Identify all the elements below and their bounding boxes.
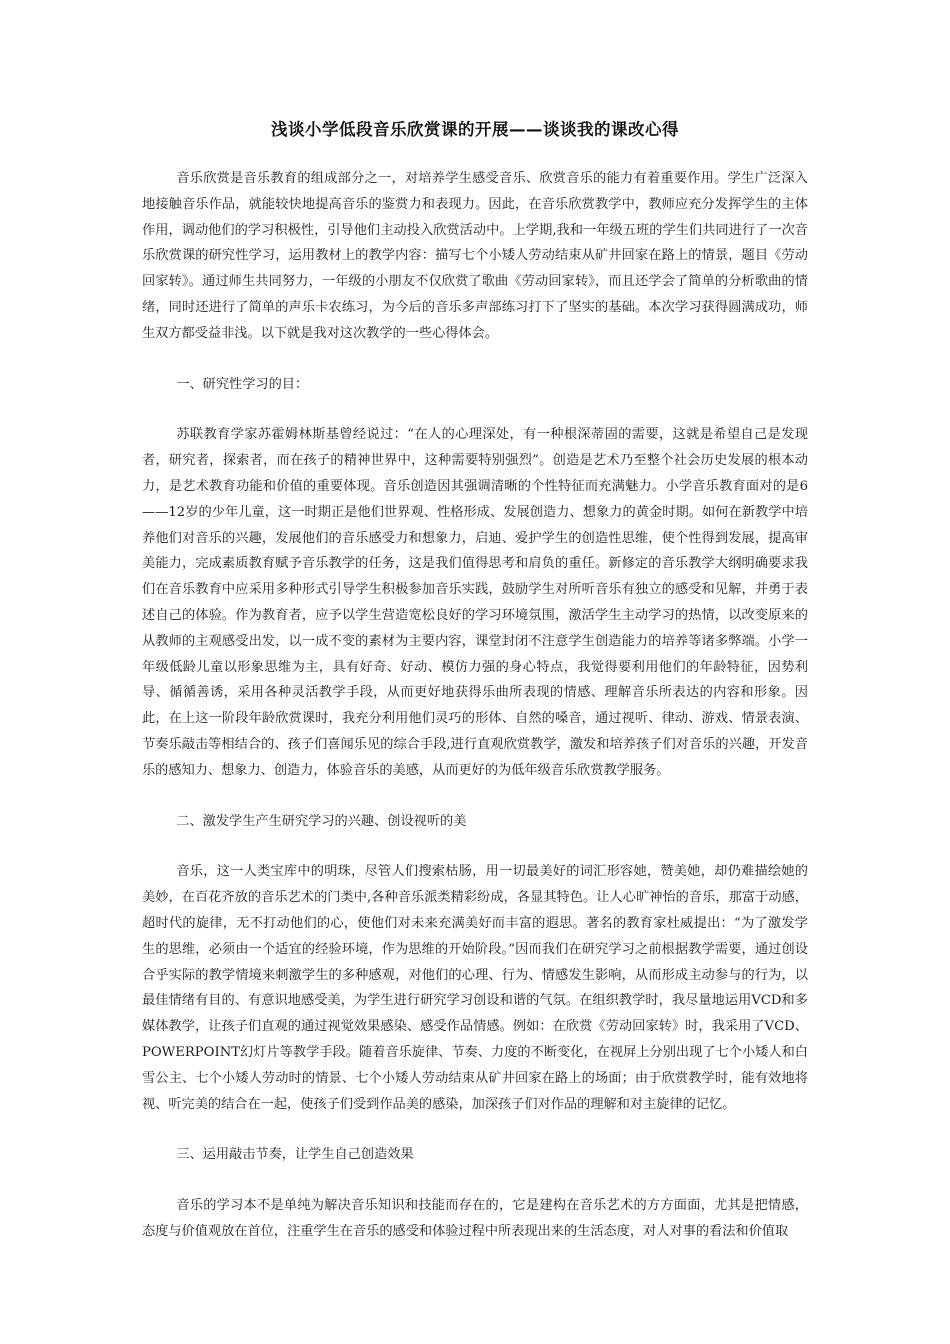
document-page (142, 118, 808, 1245)
section-heading-3: 三、运用敲击节奏，让学生自己创造效果 (176, 1147, 414, 1163)
intro-paragraph: 音乐欣赏是音乐教育的组成部分之一，对培养学生感受音乐、欣赏音乐的能力有着重要作用。学生广泛深入地接触音乐作品，就能较快地提高音乐的鉴赏力和表现力。因此，在音乐欣赏教学中，教师应充分发挥学生的主体作用，调动他们的学习积极性，引导他们主动投入欣赏活动中。上学期,我和一年级五班的学生们共同进行了一次音乐欣赏课的研究性学习，运用教材上的教学内容：描写七个小矮人劳动结束从矿井回家在路上的情景，题目《劳动回家转》。通过师生共同努力，一年级的小朋友不仅欣赏了歌曲《劳动回家转》，而且还学会了简单的分析歌曲的情绪，同时还进行了简单的声乐卡农练习，为今后的音乐多声部练习打下了坚实的基础。本次学习获得圆满成功，师生双方都受益非浅。以下就是我对这次教学的一些心得体会。 (142, 171, 808, 341)
section-1-paragraph: 苏联教育学家苏霍姆林斯基曾经说过：“在人的心理深处，有一种根深蒂固的需要，这就是希望自己是发现者，研究者，探索者，而在孩子的精神世界中，这种需要特别强烈”。创造是艺术乃至整个社会历史发展的根本动力，是艺术教育功能和价值的重要体现。音乐创造因其强调清晰的个性特征而充满魅力。小学音乐教育面对的是6——12岁的少年儿童，这一时期正是他们世界观、性格形成、发展创造力、想象力的黄金时期。如何在新教学中培养他们对音乐的兴趣，发展他们的音乐感受力和想象力，启迪、爱护学生的创造性思维，使个性得到发展，提高审美能力，完成素质教育赋予音乐教学的任务，这是我们值得思考和肩负的重任。新修定的音乐教学大纲明确要求我们在音乐教育中应采用多种形式引导学生积极参加音乐实践，鼓励学生对所听音乐有独立的感受和见解，并勇于表述自己的体验。作为教育者，应予以学生营造宽松良好的学习环境氛围，激活学生主动学习的热情，以改变原来的从教师的主观感受出发，以一成不变的素材为主要内容，课堂封闭不注意学生创造能力的培养等诸多弊端。小学一年级低龄儿童以形象思维为主，具有好奇、好动、模仿力强的身心特点，我觉得要利用他们的年龄特征，因势利导、循循善诱，采用各种灵活教学手段，从而更好地获得乐曲所表现的情感、理解音乐所表达的内容和形象。因此，在上这一阶段年龄欣赏课时，我充分利用他们灵巧的形体、自然的嗓音，通过视听、律动、游戏、情景表演、节奏乐敲击等相结合的、孩子们喜闻乐见的综合手段,进行直观欣赏教学，激发和培养孩子们对音乐的兴趣，开发音乐的感知力、想象力、创造力，体验音乐的美感，从而更好的为低年级音乐欣赏教学服务。 (142, 427, 808, 778)
section-heading-1: 一、研究性学习的目： (176, 376, 309, 392)
section-3-paragraph: 音乐的学习本不是单纯为解决音乐知识和技能而存在的，它是建构在音乐艺术的方方面面，尤其是把情感，态度与价值观放在首位，注重学生在音乐的感受和体验过程中所表现出来的生活态度，对人对事的看法和价值取 (142, 1198, 808, 1239)
section-heading-2: 二、激发学生产生研究学习的兴趣、创设视听的美 (176, 813, 467, 829)
document-title: 浅谈小学低段音乐欣赏课的开展——谈谈我的课改心得 (271, 120, 679, 139)
section-2-paragraph: 音乐，这一人类宝库中的明珠，尽管人们搜索枯肠，用一切最美好的词汇形容她，赞美她，却仍难描绘她的美妙，在百花齐放的音乐艺术的门类中,各种音乐派类精彩纷成，各显其特色。让人心旷神怡的音乐，那富于动感，超时代的旋律，无不打动他们的心，使他们对未来充满美好而丰富的遐思。著名的教育家杜威提出：“为了激发学生的思维，必须由一个适宜的经验环境，作为思维的开始阶段。”因而我们在研究学习之前根据教学需要，通过创设合乎实际的教学情境来刺激学生的多种感观，对他们的心理、行为、情感发生影响，从而形成主动参与的行为，以最佳情绪有目的、有意识地感受美，为学生进行研究学习创设和谐的气氛。在组织教学时，我尽量地运用VCD和多媒体教学，让孩子们直观的通过视觉效果感染、感受作品情感。例如：在欣赏《劳动回家转》时，我采用了VCD、POWERPOINT幻灯片等教学手段。随着音乐旋律、节奏、力度的不断变化，在视屏上分别出现了七个小矮人和白雪公主、七个小矮人劳动时的情景、七个小矮人劳动结束从矿井回家在路上的场面；由于欣赏教学时，能有效地将视、听完美的结合在一起，使孩子们受到作品美的感染，加深孩子们对作品的理解和对主旋律的记忆。 (142, 864, 808, 1112)
